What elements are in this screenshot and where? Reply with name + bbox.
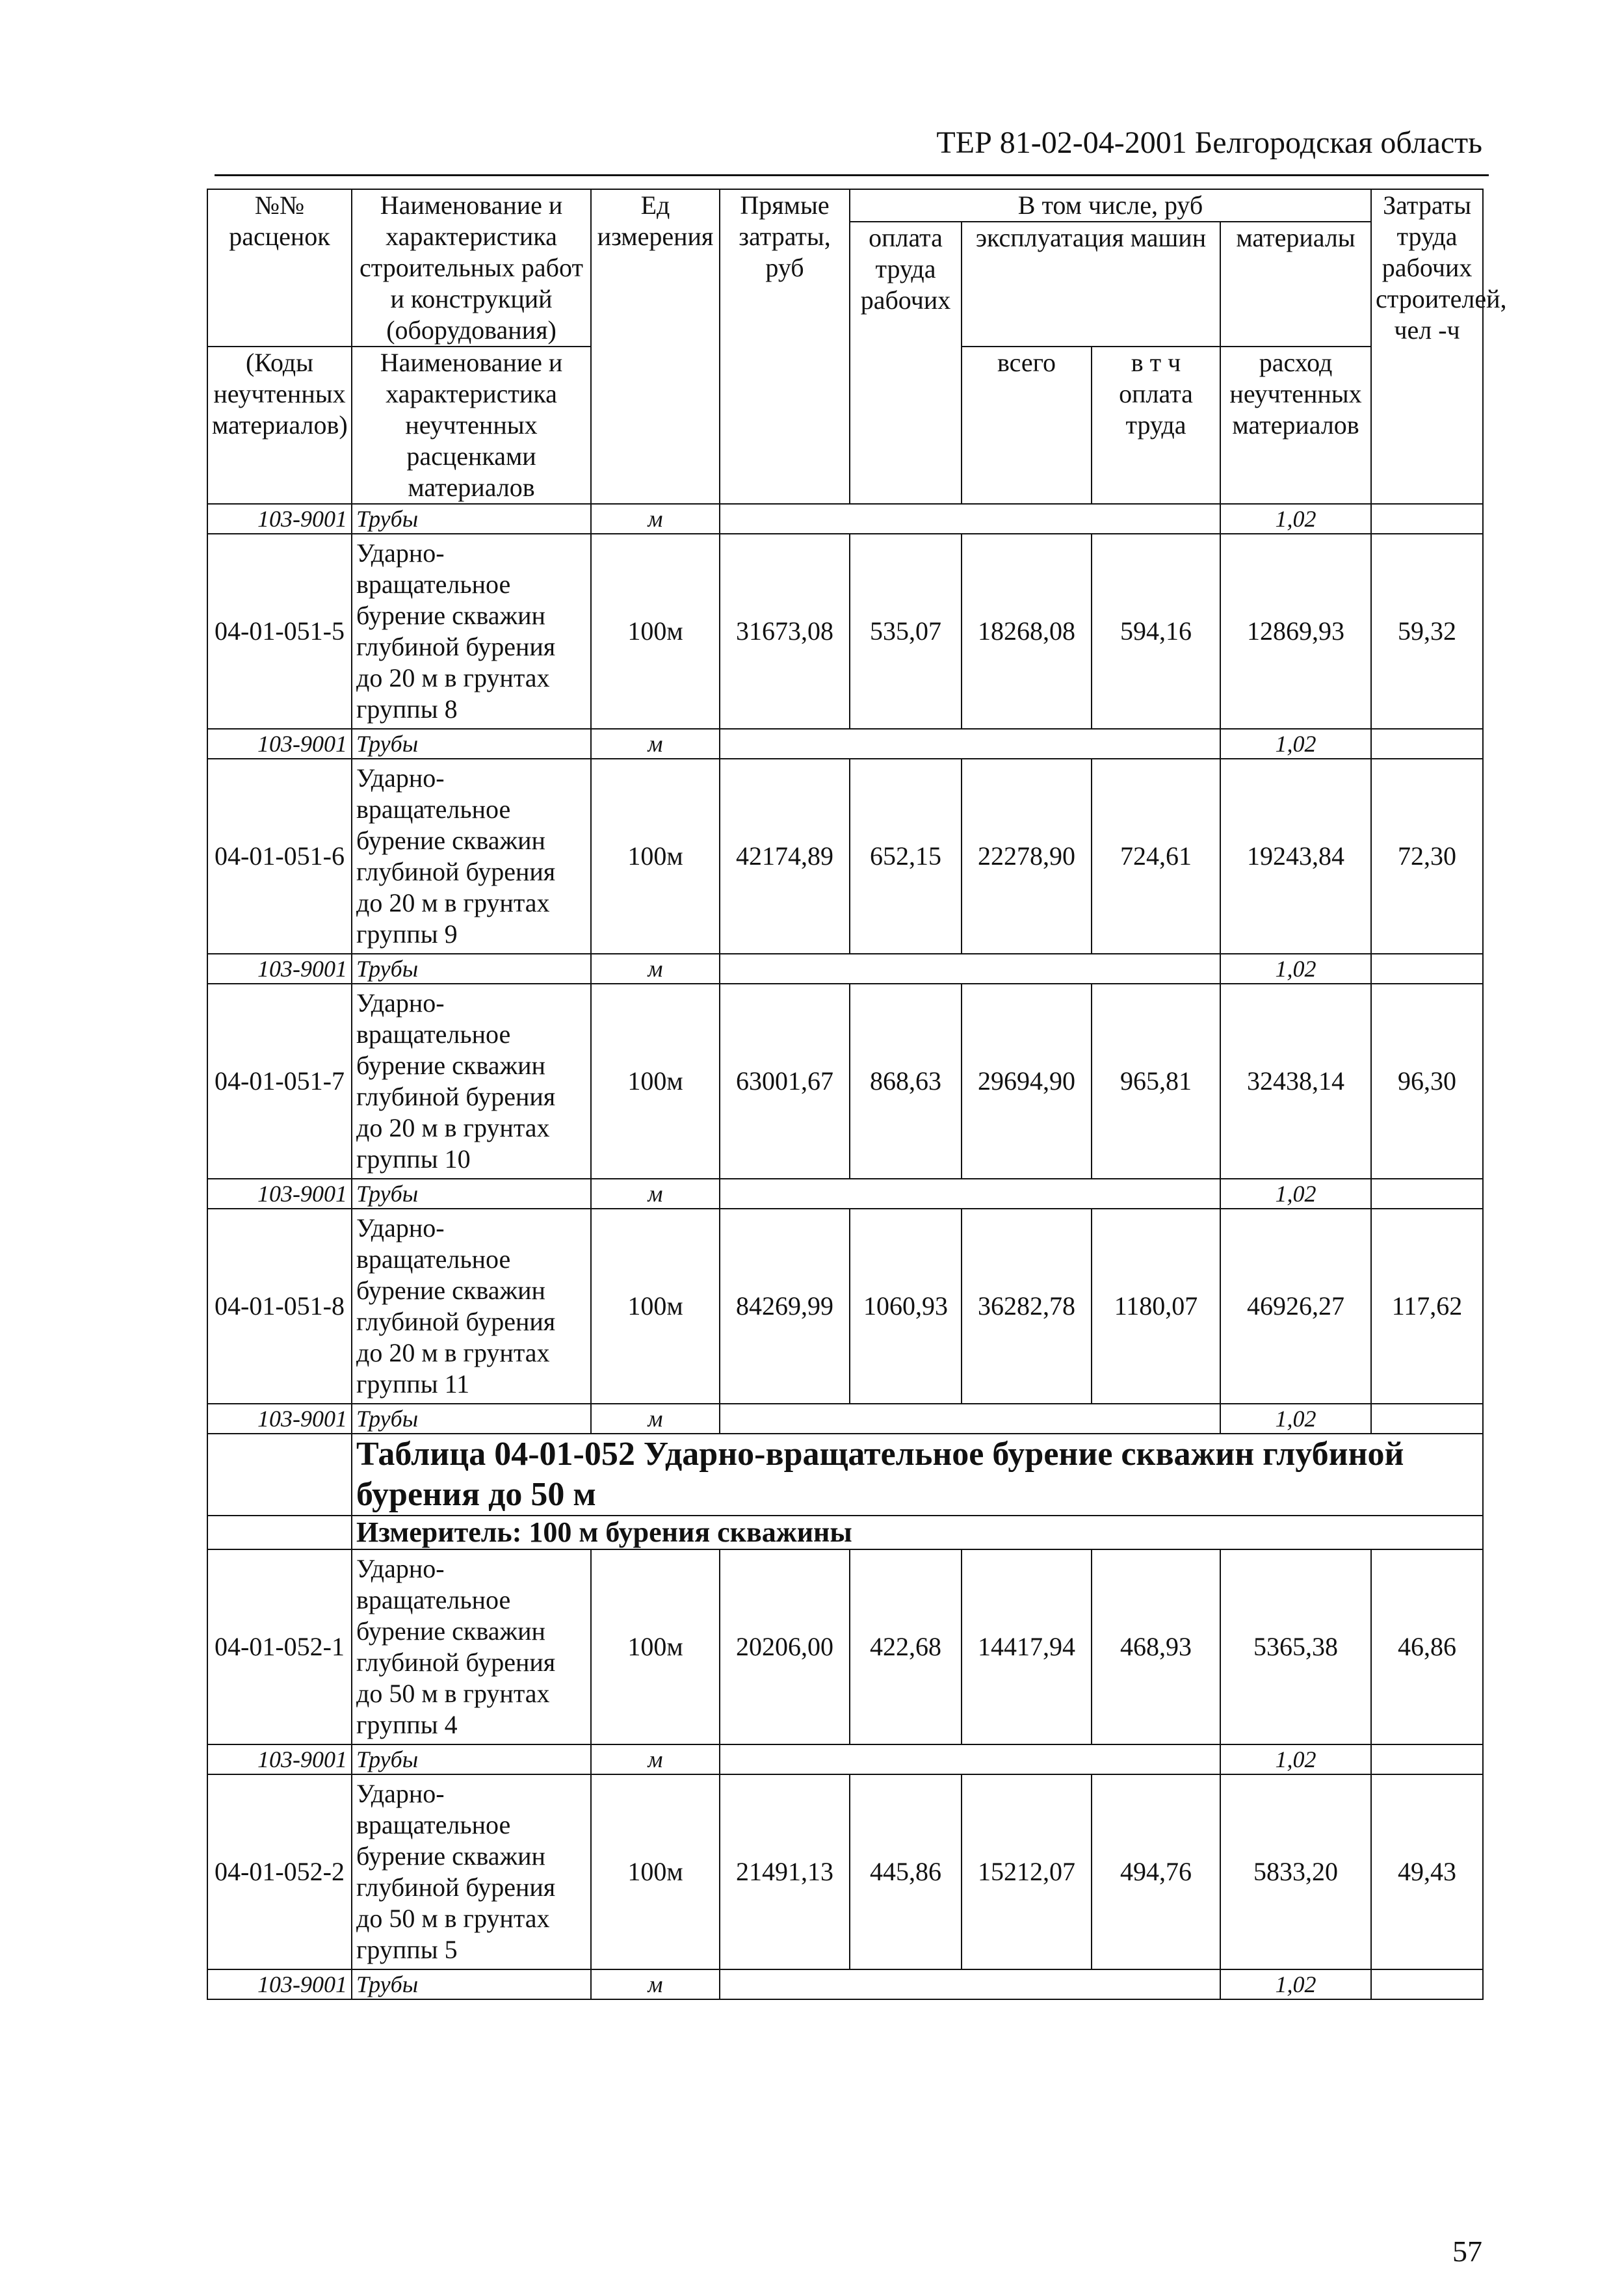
col-header-unit: Ед измерения <box>591 189 720 504</box>
material-code: 103-9001 <box>207 954 352 984</box>
rate-materials: 46926,27 <box>1220 1209 1371 1404</box>
page-number: 57 <box>1452 2235 1482 2268</box>
material-empty <box>1371 1744 1483 1774</box>
rate-labor-pay: 1060,93 <box>850 1209 962 1404</box>
rate-name: Ударно-вращательное бурение скважин глубиной бурения до 50 м в грунтах группы 5 <box>352 1774 591 1969</box>
rate-mach-labor: 1180,07 <box>1092 1209 1220 1404</box>
rate-mach-total: 18268,08 <box>962 534 1092 729</box>
material-code: 103-9001 <box>207 1404 352 1434</box>
rate-name: Ударно-вращательное бурение скважин глубиной бурения до 20 м в грунтах группы 9 <box>352 759 591 954</box>
rate-labor-pay: 535,07 <box>850 534 962 729</box>
rate-direct: 21491,13 <box>720 1774 850 1969</box>
rate-labor-cost: 59,32 <box>1371 534 1483 729</box>
col-header-machines: эксплуатация машин <box>962 222 1220 347</box>
col-header-materials: материалы <box>1220 222 1371 347</box>
material-name: Трубы <box>352 1969 591 1999</box>
rate-code: 04-01-051-5 <box>207 534 352 729</box>
rate-unit: 100м <box>591 759 720 954</box>
rate-unit: 100м <box>591 1549 720 1744</box>
material-qty: 1,02 <box>1220 504 1371 534</box>
col-header-unacc-materials: расход неучтенных материалов <box>1220 347 1371 504</box>
rate-row <box>207 1549 1483 1744</box>
rate-row <box>207 1209 1483 1404</box>
material-empty <box>1371 504 1483 534</box>
measure-row <box>207 1516 1483 1549</box>
page-header: ТЕР 81-02-04-2001 Белгородская область <box>936 125 1482 160</box>
rate-row <box>207 759 1483 954</box>
material-name: Трубы <box>352 1179 591 1209</box>
material-code: 103-9001 <box>207 1179 352 1209</box>
rate-name: Ударно-вращательное бурение скважин глубиной бурения до 20 м в грунтах группы 10 <box>352 984 591 1179</box>
material-spacer <box>720 1404 1220 1434</box>
rate-mach-total: 15212,07 <box>962 1774 1092 1969</box>
col-header-incl: В том числе, руб <box>850 189 1371 222</box>
material-qty: 1,02 <box>1220 1969 1371 1999</box>
col-header-labor-cost: Затраты труда рабочих строителей, чел -ч <box>1371 189 1483 504</box>
rate-code: 04-01-051-6 <box>207 759 352 954</box>
rate-mach-labor: 594,16 <box>1092 534 1220 729</box>
rate-labor-pay: 445,86 <box>850 1774 962 1969</box>
material-row <box>207 954 1483 984</box>
rate-materials: 5833,20 <box>1220 1774 1371 1969</box>
material-spacer <box>720 504 1220 534</box>
col-header-direct: Прямые затраты, руб <box>720 189 850 504</box>
material-row <box>207 1404 1483 1434</box>
material-empty <box>1371 954 1483 984</box>
rate-labor-pay: 868,63 <box>850 984 962 1179</box>
rate-direct: 63001,67 <box>720 984 850 1179</box>
rate-unit: 100м <box>591 1774 720 1969</box>
rates-table <box>207 189 1507 2000</box>
material-code: 103-9001 <box>207 1744 352 1774</box>
rate-mach-labor: 468,93 <box>1092 1549 1220 1744</box>
material-qty: 1,02 <box>1220 729 1371 759</box>
rate-labor-pay: 422,68 <box>850 1549 962 1744</box>
rate-mach-labor: 724,61 <box>1092 759 1220 954</box>
material-row <box>207 1744 1483 1774</box>
material-code: 103-9001 <box>207 729 352 759</box>
rate-labor-cost: 49,43 <box>1371 1774 1483 1969</box>
material-row <box>207 1969 1483 1999</box>
material-code: 103-9001 <box>207 504 352 534</box>
rate-mach-total: 22278,90 <box>962 759 1092 954</box>
rate-unit: 100м <box>591 984 720 1179</box>
material-name: Трубы <box>352 1744 591 1774</box>
rate-mach-total: 36282,78 <box>962 1209 1092 1404</box>
rate-code: 04-01-052-1 <box>207 1549 352 1744</box>
measure: Измеритель: 100 м бурения скважины <box>352 1516 1483 1549</box>
rate-code: 04-01-051-7 <box>207 984 352 1179</box>
material-unit: м <box>591 729 720 759</box>
material-empty <box>1371 1179 1483 1209</box>
rate-labor-cost: 96,30 <box>1371 984 1483 1179</box>
material-empty <box>1371 729 1483 759</box>
rate-row <box>207 984 1483 1179</box>
col-header-code-unacc: (Коды неучтенных материалов) <box>207 347 352 504</box>
table-title: Таблица 04-01-052 Ударно-вращательное бурение скважин глубиной бурения до 50 м <box>352 1434 1483 1516</box>
material-unit: м <box>591 1969 720 1999</box>
rate-materials: 5365,38 <box>1220 1549 1371 1744</box>
rate-unit: 100м <box>591 1209 720 1404</box>
rate-direct: 31673,08 <box>720 534 850 729</box>
material-empty <box>1371 1969 1483 1999</box>
material-unit: м <box>591 1404 720 1434</box>
rate-labor-pay: 652,15 <box>850 759 962 954</box>
material-row <box>207 504 1483 534</box>
material-name: Трубы <box>352 954 591 984</box>
rate-labor-cost: 72,30 <box>1371 759 1483 954</box>
rate-mach-total: 29694,90 <box>962 984 1092 1179</box>
material-name: Трубы <box>352 729 591 759</box>
rate-mach-labor: 965,81 <box>1092 984 1220 1179</box>
material-unit: м <box>591 1179 720 1209</box>
rate-labor-cost: 117,62 <box>1371 1209 1483 1404</box>
material-spacer <box>720 1179 1220 1209</box>
material-spacer <box>720 954 1220 984</box>
measure-spacer <box>207 1516 352 1549</box>
material-empty <box>1371 1404 1483 1434</box>
material-unit: м <box>591 1744 720 1774</box>
rate-mach-labor: 494,76 <box>1092 1774 1220 1969</box>
rate-materials: 32438,14 <box>1220 984 1371 1179</box>
material-code: 103-9001 <box>207 1969 352 1999</box>
rate-materials: 19243,84 <box>1220 759 1371 954</box>
material-row <box>207 1179 1483 1209</box>
material-spacer <box>720 729 1220 759</box>
rate-name: Ударно-вращательное бурение скважин глубиной бурения до 20 м в грунтах группы 8 <box>352 534 591 729</box>
rate-name: Ударно-вращательное бурение скважин глубиной бурения до 20 м в грунтах группы 11 <box>352 1209 591 1404</box>
material-qty: 1,02 <box>1220 1744 1371 1774</box>
rate-name: Ударно-вращательное бурение скважин глубиной бурения до 50 м в грунтах группы 4 <box>352 1549 591 1744</box>
col-header-mach-labor: в т ч оплата труда <box>1092 347 1220 504</box>
material-spacer <box>720 1744 1220 1774</box>
material-qty: 1,02 <box>1220 1179 1371 1209</box>
col-header-code: №№ расценок <box>207 189 352 347</box>
rate-direct: 42174,89 <box>720 759 850 954</box>
material-qty: 1,02 <box>1220 954 1371 984</box>
col-header-labor-pay: оплата труда рабочих <box>850 222 962 504</box>
material-name: Трубы <box>352 504 591 534</box>
col-header-name-unacc: Наименование и характеристика неучтенных расценками материалов <box>352 347 591 504</box>
table-title-row <box>207 1434 1483 1516</box>
rate-row <box>207 1774 1483 1969</box>
col-header-name: Наименование и характеристика строительных работ и конструкций (оборудования) <box>352 189 591 347</box>
material-row <box>207 729 1483 759</box>
header-rule <box>215 174 1489 176</box>
col-header-mach-total: всего <box>962 347 1092 504</box>
material-unit: м <box>591 504 720 534</box>
material-qty: 1,02 <box>1220 1404 1371 1434</box>
rate-direct: 20206,00 <box>720 1549 850 1744</box>
rate-unit: 100м <box>591 534 720 729</box>
rate-code: 04-01-051-8 <box>207 1209 352 1404</box>
material-name: Трубы <box>352 1404 591 1434</box>
table-title-spacer <box>207 1434 352 1516</box>
rate-row <box>207 534 1483 729</box>
rate-mach-total: 14417,94 <box>962 1549 1092 1744</box>
material-unit: м <box>591 954 720 984</box>
rate-labor-cost: 46,86 <box>1371 1549 1483 1744</box>
rate-materials: 12869,93 <box>1220 534 1371 729</box>
rate-direct: 84269,99 <box>720 1209 850 1404</box>
rate-code: 04-01-052-2 <box>207 1774 352 1969</box>
material-spacer <box>720 1969 1220 1999</box>
